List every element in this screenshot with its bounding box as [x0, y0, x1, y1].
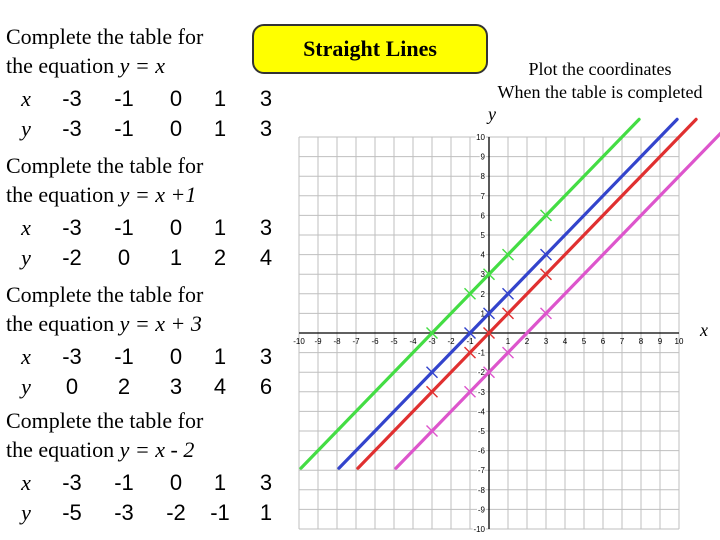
table-row-x: [6, 468, 286, 498]
y-value-cell[interactable]: -2: [62, 245, 82, 270]
y-tick-label: -4: [477, 407, 485, 417]
x-value-cell[interactable]: -3: [62, 470, 82, 495]
y-tick-label: -9: [477, 505, 485, 515]
x-value-cell[interactable]: 1: [213, 344, 227, 369]
y-tick-label: 6: [480, 211, 485, 221]
x-tick-label: 4: [562, 337, 568, 346]
x-value-cell[interactable]: 3: [246, 213, 286, 243]
y-value-cell[interactable]: -3: [114, 500, 134, 525]
equation-line: [6, 51, 203, 80]
x-value-cell[interactable]: 3: [246, 84, 286, 114]
value-table-1: [6, 84, 286, 146]
instructions: [480, 58, 720, 104]
y-value-cell[interactable]: -5: [62, 500, 82, 525]
x-value-cell[interactable]: -1: [114, 215, 134, 240]
x-tick-label: 2: [524, 337, 530, 346]
y-value-cell[interactable]: -1: [210, 500, 230, 525]
y-value-cell[interactable]: 0: [169, 116, 183, 141]
x-value-cell[interactable]: -1: [114, 470, 134, 495]
x-value-cell[interactable]: 1: [213, 86, 227, 111]
table-row-y: [6, 498, 286, 528]
x-tick-label: -6: [371, 337, 379, 346]
y-label: y: [21, 374, 31, 399]
x-tick-label: 6: [600, 337, 606, 346]
y-value-cell[interactable]: 3: [246, 114, 286, 144]
x-value-cell[interactable]: 3: [246, 468, 286, 498]
x-tick-label: -1: [466, 337, 474, 346]
y-value-cell[interactable]: 2: [117, 374, 131, 399]
y-value-cell[interactable]: -1: [114, 116, 134, 141]
x-tick-label: 1: [505, 337, 511, 346]
equation-prefix: the equation: [6, 311, 120, 336]
y-value-cell[interactable]: 1: [169, 245, 183, 270]
value-table-3: [6, 342, 286, 404]
table-row-y: [6, 243, 286, 273]
y-value-cell[interactable]: -2: [166, 500, 186, 525]
y-tick-label: -7: [477, 466, 485, 476]
table-row-x: [6, 84, 286, 114]
x-value-cell[interactable]: 1: [213, 215, 227, 240]
equation: y = x + 3: [119, 311, 202, 336]
y-label: y: [21, 245, 31, 270]
equation-line: [6, 180, 203, 209]
x-value-cell[interactable]: 0: [169, 344, 183, 369]
table-row-y: [6, 372, 286, 402]
x-tick-label: 8: [638, 337, 644, 346]
y-tick-label: 5: [480, 231, 485, 240]
y-value-cell[interactable]: 1: [246, 498, 286, 528]
x-label: x: [21, 470, 31, 495]
x-tick-label: 9: [657, 337, 663, 346]
equation-prefix: the equation: [6, 437, 120, 462]
x-value-cell[interactable]: 0: [169, 86, 183, 111]
y-value-cell[interactable]: 1: [213, 116, 227, 141]
x-value-cell[interactable]: 3: [246, 342, 286, 372]
y-tick-label: 4: [480, 250, 485, 260]
instruction-line-1: Plot the coordinates: [528, 59, 672, 79]
y-value-cell[interactable]: 2: [213, 245, 227, 270]
table-1-instruction: [6, 22, 203, 80]
x-value-cell[interactable]: -3: [62, 344, 82, 369]
x-value-cell[interactable]: 0: [169, 215, 183, 240]
x-value-cell[interactable]: -3: [62, 215, 82, 240]
equation-line: [6, 309, 203, 338]
value-table-4: [6, 468, 286, 530]
x-tick-label: 10: [674, 337, 684, 346]
y-value-cell[interactable]: 4: [213, 374, 227, 399]
x-tick-label: 7: [619, 337, 625, 346]
x-tick-label: 5: [581, 337, 587, 346]
y-tick-label: -2: [477, 368, 485, 378]
equation-prefix: the equation: [6, 53, 120, 78]
x-value-cell[interactable]: 0: [169, 470, 183, 495]
x-value-cell[interactable]: -1: [114, 344, 134, 369]
x-label: x: [21, 86, 31, 111]
y-tick-label: 9: [480, 152, 485, 162]
instruction-text: Complete the table for: [6, 24, 204, 49]
instruction-text: Complete the table for: [6, 408, 204, 433]
instruction-text: Complete the table for: [6, 282, 204, 307]
x-tick-label: -5: [390, 337, 398, 346]
y-label: y: [21, 116, 31, 141]
y-tick-label: 7: [480, 191, 485, 201]
y-tick-label: 3: [480, 270, 485, 280]
x-tick-label: -3: [428, 337, 436, 346]
y-tick-label: -3: [477, 387, 485, 397]
y-label: y: [21, 500, 31, 525]
table-row-y: [6, 114, 286, 144]
table-row-x: [6, 342, 286, 372]
x-label: x: [21, 344, 31, 369]
y-tick-label: -10: [473, 525, 485, 534]
instruction-text: Complete the table for: [6, 153, 204, 178]
x-value-cell[interactable]: -1: [114, 86, 134, 111]
x-tick-label: -2: [447, 337, 455, 346]
table-3-instruction: [6, 280, 203, 338]
equation-line: [6, 435, 203, 464]
y-value-cell[interactable]: 3: [169, 374, 183, 399]
x-value-cell[interactable]: 1: [213, 470, 227, 495]
x-tick-label: -10: [293, 337, 305, 346]
y-tick-label: -5: [477, 427, 485, 436]
y-value-cell[interactable]: 0: [65, 374, 79, 399]
table-2-instruction: [6, 151, 203, 209]
y-tick-label: 1: [480, 309, 485, 319]
table-row-x: [6, 213, 286, 243]
y-tick-label: 10: [476, 133, 485, 142]
y-value-cell[interactable]: 4: [246, 243, 286, 273]
equation: y = x +1: [119, 182, 197, 207]
x-value-cell[interactable]: -3: [62, 86, 82, 111]
y-tick-label: -6: [477, 446, 485, 456]
equation: y = x: [119, 53, 166, 78]
x-tick-label: 3: [543, 337, 549, 346]
y-value-cell[interactable]: -3: [62, 116, 82, 141]
instruction-line-2: When the table is completed: [497, 82, 703, 102]
value-table-2: [6, 213, 286, 275]
x-label: x: [21, 215, 31, 240]
y-tick-label: -8: [477, 485, 485, 495]
y-tick-label: -1: [477, 348, 485, 358]
x-tick-label: -8: [333, 337, 341, 346]
equation: y = x - 2: [119, 437, 195, 462]
y-value-cell[interactable]: 6: [246, 372, 286, 402]
y-tick-label: 2: [480, 289, 485, 299]
y-tick-label: 8: [480, 172, 485, 182]
equation-prefix: the equation: [6, 182, 120, 207]
x-tick-label: -7: [352, 337, 360, 346]
title-badge: Straight Lines: [252, 24, 488, 74]
x-axis-name: x: [700, 320, 708, 340]
y-axis-name: y: [488, 104, 496, 124]
table-4-instruction: [6, 406, 203, 464]
x-tick-label: -4: [409, 337, 417, 346]
x-tick-label: -9: [314, 337, 322, 346]
y-value-cell[interactable]: 0: [117, 245, 131, 270]
